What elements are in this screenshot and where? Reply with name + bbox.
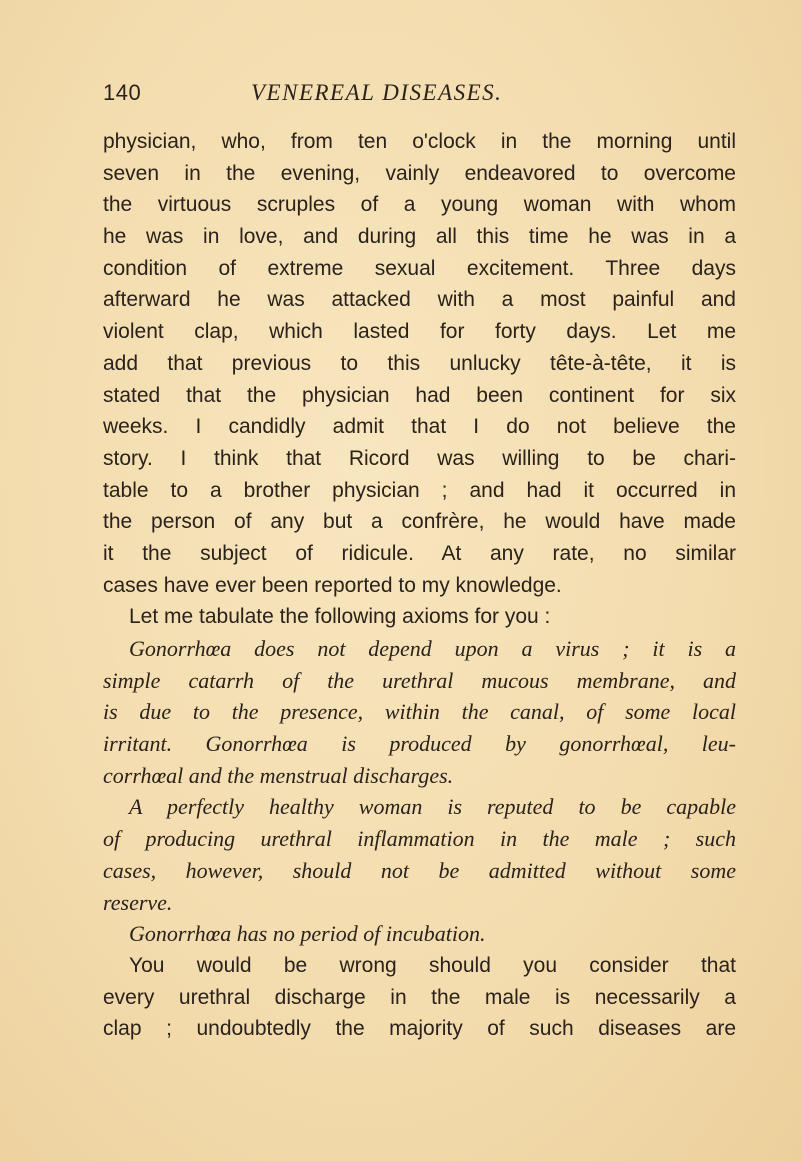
text-line: add that previous to this unlucky tête-à-tête, it is <box>103 351 736 375</box>
text-line: of producing urethral inflammation in the male ; such <box>103 826 736 852</box>
text-line: irritant. Gonorrhœa is produced by gonorrhœal, leu- <box>103 731 736 757</box>
text-line: it the subject of ridicule. At any rate, no similar <box>103 541 736 565</box>
text-line: physician, who, from ten o'clock in the morning until <box>103 130 736 153</box>
text-line: Gonorrhœa has no period of incubation. <box>129 921 486 947</box>
text-line: condition of extreme sexual excitement. Three days <box>103 256 736 280</box>
text-line: Let me tabulate the following axioms for you : <box>129 605 551 629</box>
text-line: reserve. <box>103 889 173 915</box>
text-line: table to a brother physician ; and had it occurred in <box>103 478 736 502</box>
text-line: every urethral discharge in the male is necessarily a <box>103 985 736 1009</box>
text-line: violent clap, which lasted for forty days. Let me <box>103 320 736 344</box>
text-line: You would be wrong should you consider that <box>129 953 736 977</box>
body-text <box>103 126 736 1045</box>
text-line: afterward he was attacked with a most painful and <box>103 288 736 312</box>
text-line: A perfectly healthy woman is reputed to be capable <box>129 794 736 820</box>
text-line: the virtuous scruples of a young woman with whom <box>103 193 736 217</box>
running-title: VENEREAL DISEASES. <box>251 80 503 105</box>
text-line: story. I think that Ricord was willing to be chari- <box>103 446 736 470</box>
text-line: the person of any but a confrère, he would have made <box>103 510 736 534</box>
text-line: clap ; undoubtedly the majority of such diseases are <box>103 1017 736 1041</box>
text-line: is due to the presence, within the canal, of some local <box>103 699 736 725</box>
text-line: he was in love, and during all this time he was in a <box>103 225 736 249</box>
text-line: seven in the evening, vainly endeavored to overcome <box>103 161 736 185</box>
text-line: cases, however, should not be admitted without some <box>103 857 736 883</box>
text-line: cases have ever been reported to my knowledge. <box>103 573 562 597</box>
text-line: Gonorrhœa does not depend upon a virus ; it is a <box>129 636 736 661</box>
text-line: simple catarrh of the urethral mucous membrane, and <box>103 667 736 693</box>
text-line: stated that the physician had been continent for six <box>103 383 736 407</box>
text-line: corrhœal and the menstrual discharges. <box>103 762 454 788</box>
page-header <box>103 80 763 114</box>
text-line: weeks. I candidly admit that I do not believe the <box>103 415 736 439</box>
page-number: 140 <box>103 80 142 105</box>
